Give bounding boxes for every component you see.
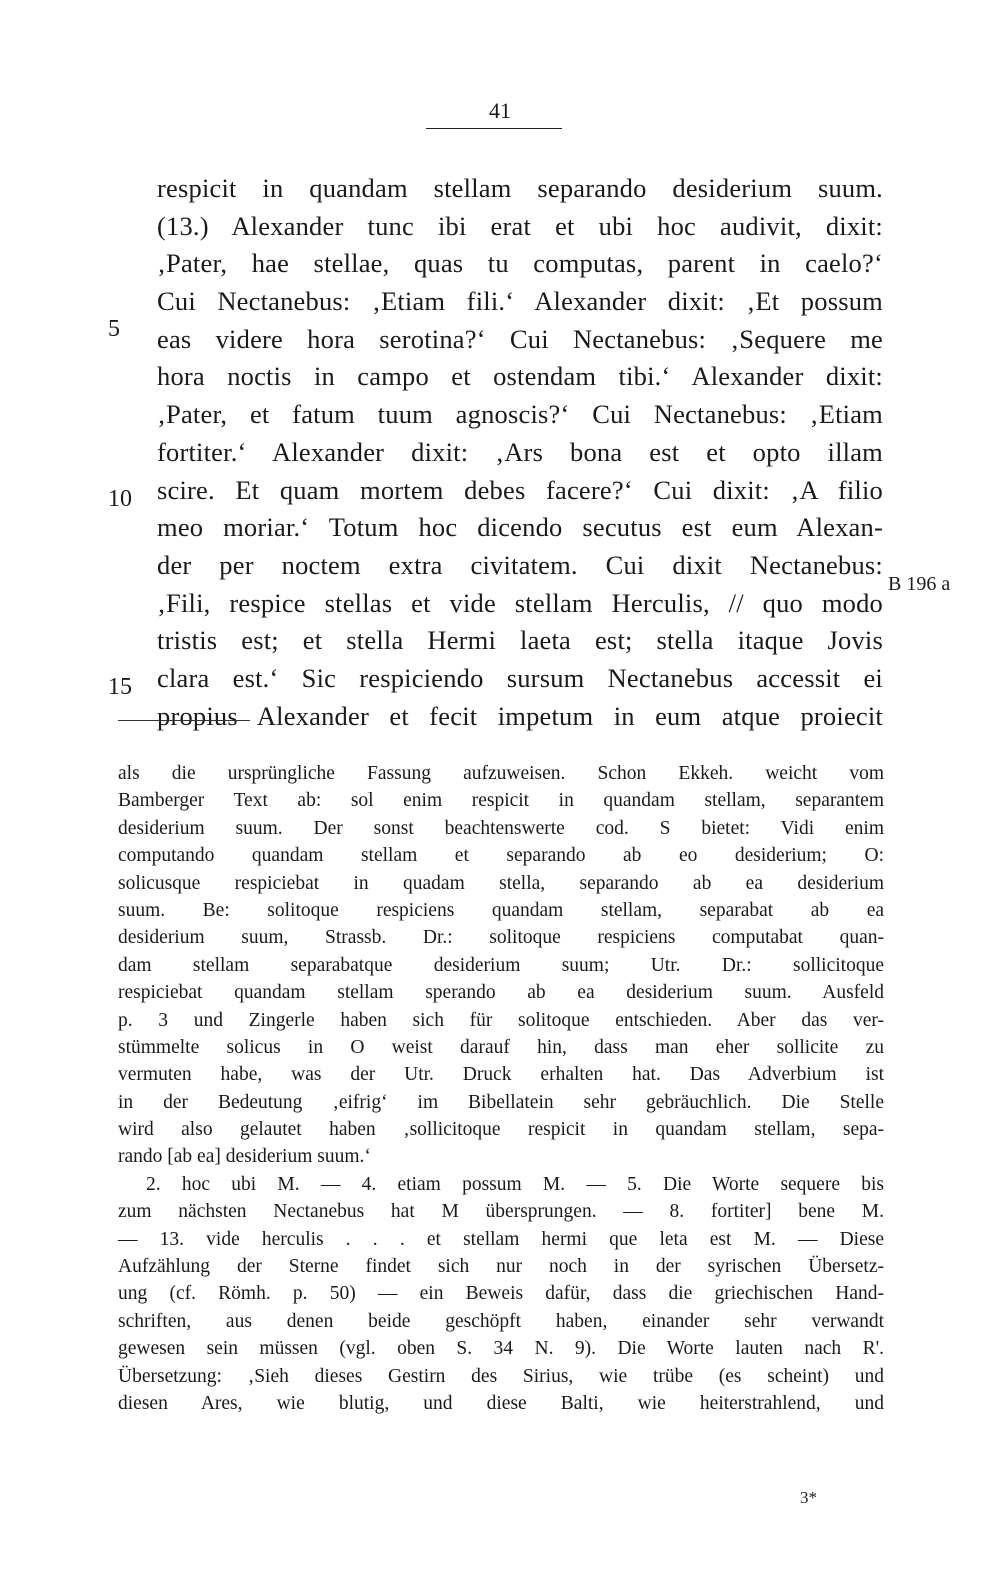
footnote-line: zum nächsten Nectanebus hat M übersprungen. — 8. fortiter] bene M. [118,1201,884,1223]
footnote-line: diesen Ares, wie blutig, und diese Balti, wie heiterstrahlend, und [118,1392,884,1414]
main-line: (13.) Alexander tunc ibi erat et ubi hoc audivit, dixit: [157,210,883,241]
footnote-line: wird also gelautet haben ‚sollicitoque respicit in quandam stellam, sepa- [118,1119,884,1141]
footnote-line: p. 3 und Zingerle haben sich für solitoque entschieden. Aber das ver- [118,1009,884,1031]
main-line: fortiter.‘ Alexander dixit: ‚Ars bona est et opto illam [157,436,883,467]
footnote-line: solicusque respiciebat in quadam stella, separando ab ea desiderium [118,872,884,894]
main-line: meo moriar.‘ Totum hoc dicendo secutus est eum Alexan- [157,512,883,543]
signature-mark: 3* [800,1488,817,1507]
footnote-line: dam stellam separabatque desiderium suum; Utr. Dr.: sollicitoque [118,954,884,976]
main-line: eas videre hora serotina?‘ Cui Nectanebus: ‚Sequere me [157,323,883,354]
main-line: der per noctem extra civitatem. Cui dixit Nectanebus: [157,549,883,580]
footnote-line: desiderium suum. Der sonst beachtenswerte cod. S bietet: Vidi enim [118,817,884,839]
main-line: scire. Et quam mortem debes facere?‘ Cui dixit: ‚A filio [157,474,883,505]
main-text [157,170,883,735]
margin-note: B 196 a [888,573,951,595]
footnote-line: — 13. vide herculis . . . et stellam hermi que leta est M. — Diese [118,1228,884,1250]
footnote-line: Bamberger Text ab: sol enim respicit in quandam stellam, separantem [118,790,884,812]
main-line: hora noctis in campo et ostendam tibi.‘ Alexander dixit: [157,361,883,392]
main-line: respicit in quandam stellam separando desiderium suum. [157,173,883,203]
page-number-rule [426,128,562,129]
footnote-line: ung (cf. Römh. p. 50) — ein Beweis dafür, dass die griechischen Hand- [118,1283,884,1305]
footnote-line: Übersetzung: ‚Sieh dieses Gestirn des Sirius, wie trübe (es scheint) und [118,1365,884,1387]
footnote-line: stümmelte solicus in O weist darauf hin, dass man eher sollicite zu [118,1036,884,1058]
main-line: ‚Pater, et fatum tuum agnoscis?‘ Cui Nectanebus: ‚Etiam [157,399,883,430]
main-line: tristis est; et stella Hermi laeta est; stella itaque Jovis [157,625,883,656]
main-line: ‚Pater, hae stellae, quas tu computas, parent in caelo?‘ [157,248,883,279]
footnotes [118,760,884,1417]
line-number-5: 5 [108,316,120,342]
footnote-line: schriften, aus denen beide geschöpft haben, einander sehr verwandt [118,1310,884,1332]
main-line: clara est.‘ Sic respiciendo sursum Nectanebus accessit ei [157,662,883,693]
main-line: ‚Fili, respice stellas et vide stellam Herculis, // quo modo [157,587,883,618]
footnote-line: 2. hoc ubi M. — 4. etiam possum M. — 5. Die Worte sequere bis [146,1173,884,1195]
footnote-line: als die ursprüngliche Fassung aufzuweisen. Schon Ekkeh. weicht vom [118,763,884,784]
footnote-line: desiderium suum, Strassb. Dr.: solitoque respiciens computabat quan- [118,927,884,949]
line-number-10: 10 [108,486,132,512]
footnote-line: computando quandam stellam et separando ab eo desiderium; O: [118,845,884,867]
footnote-line: vermuten habe, was der Utr. Druck erhalten hat. Das Adverbium ist [118,1064,884,1086]
page-number: 41 [489,98,511,123]
main-line: Cui Nectanebus: ‚Etiam fili.‘ Alexander dixit: ‚Et possum [157,286,883,317]
main-line: propius Alexander et fecit impetum in eum atque proiecit [157,700,883,731]
footnote-rule [118,720,250,721]
footnote-line: rando [ab ea] desiderium suum.‘ [118,1146,371,1168]
footnote-line: respiciebat quandam stellam sperando ab ea desiderium suum. Ausfeld [118,982,884,1004]
footnote-line: Aufzählung der Sterne findet sich nur noch in der syrischen Übersetz- [118,1256,884,1278]
footnote-line: in der Bedeutung ‚eifrig‘ im Bibellatein sehr gebräuchlich. Die Stelle [118,1091,884,1113]
footnote-line: suum. Be: solitoque respiciens quandam stellam, separabat ab ea [118,899,884,921]
line-number-15: 15 [108,674,132,700]
footnote-line: gewesen sein müssen (vgl. oben S. 34 N. 9). Die Worte lauten nach R'. [118,1338,884,1360]
